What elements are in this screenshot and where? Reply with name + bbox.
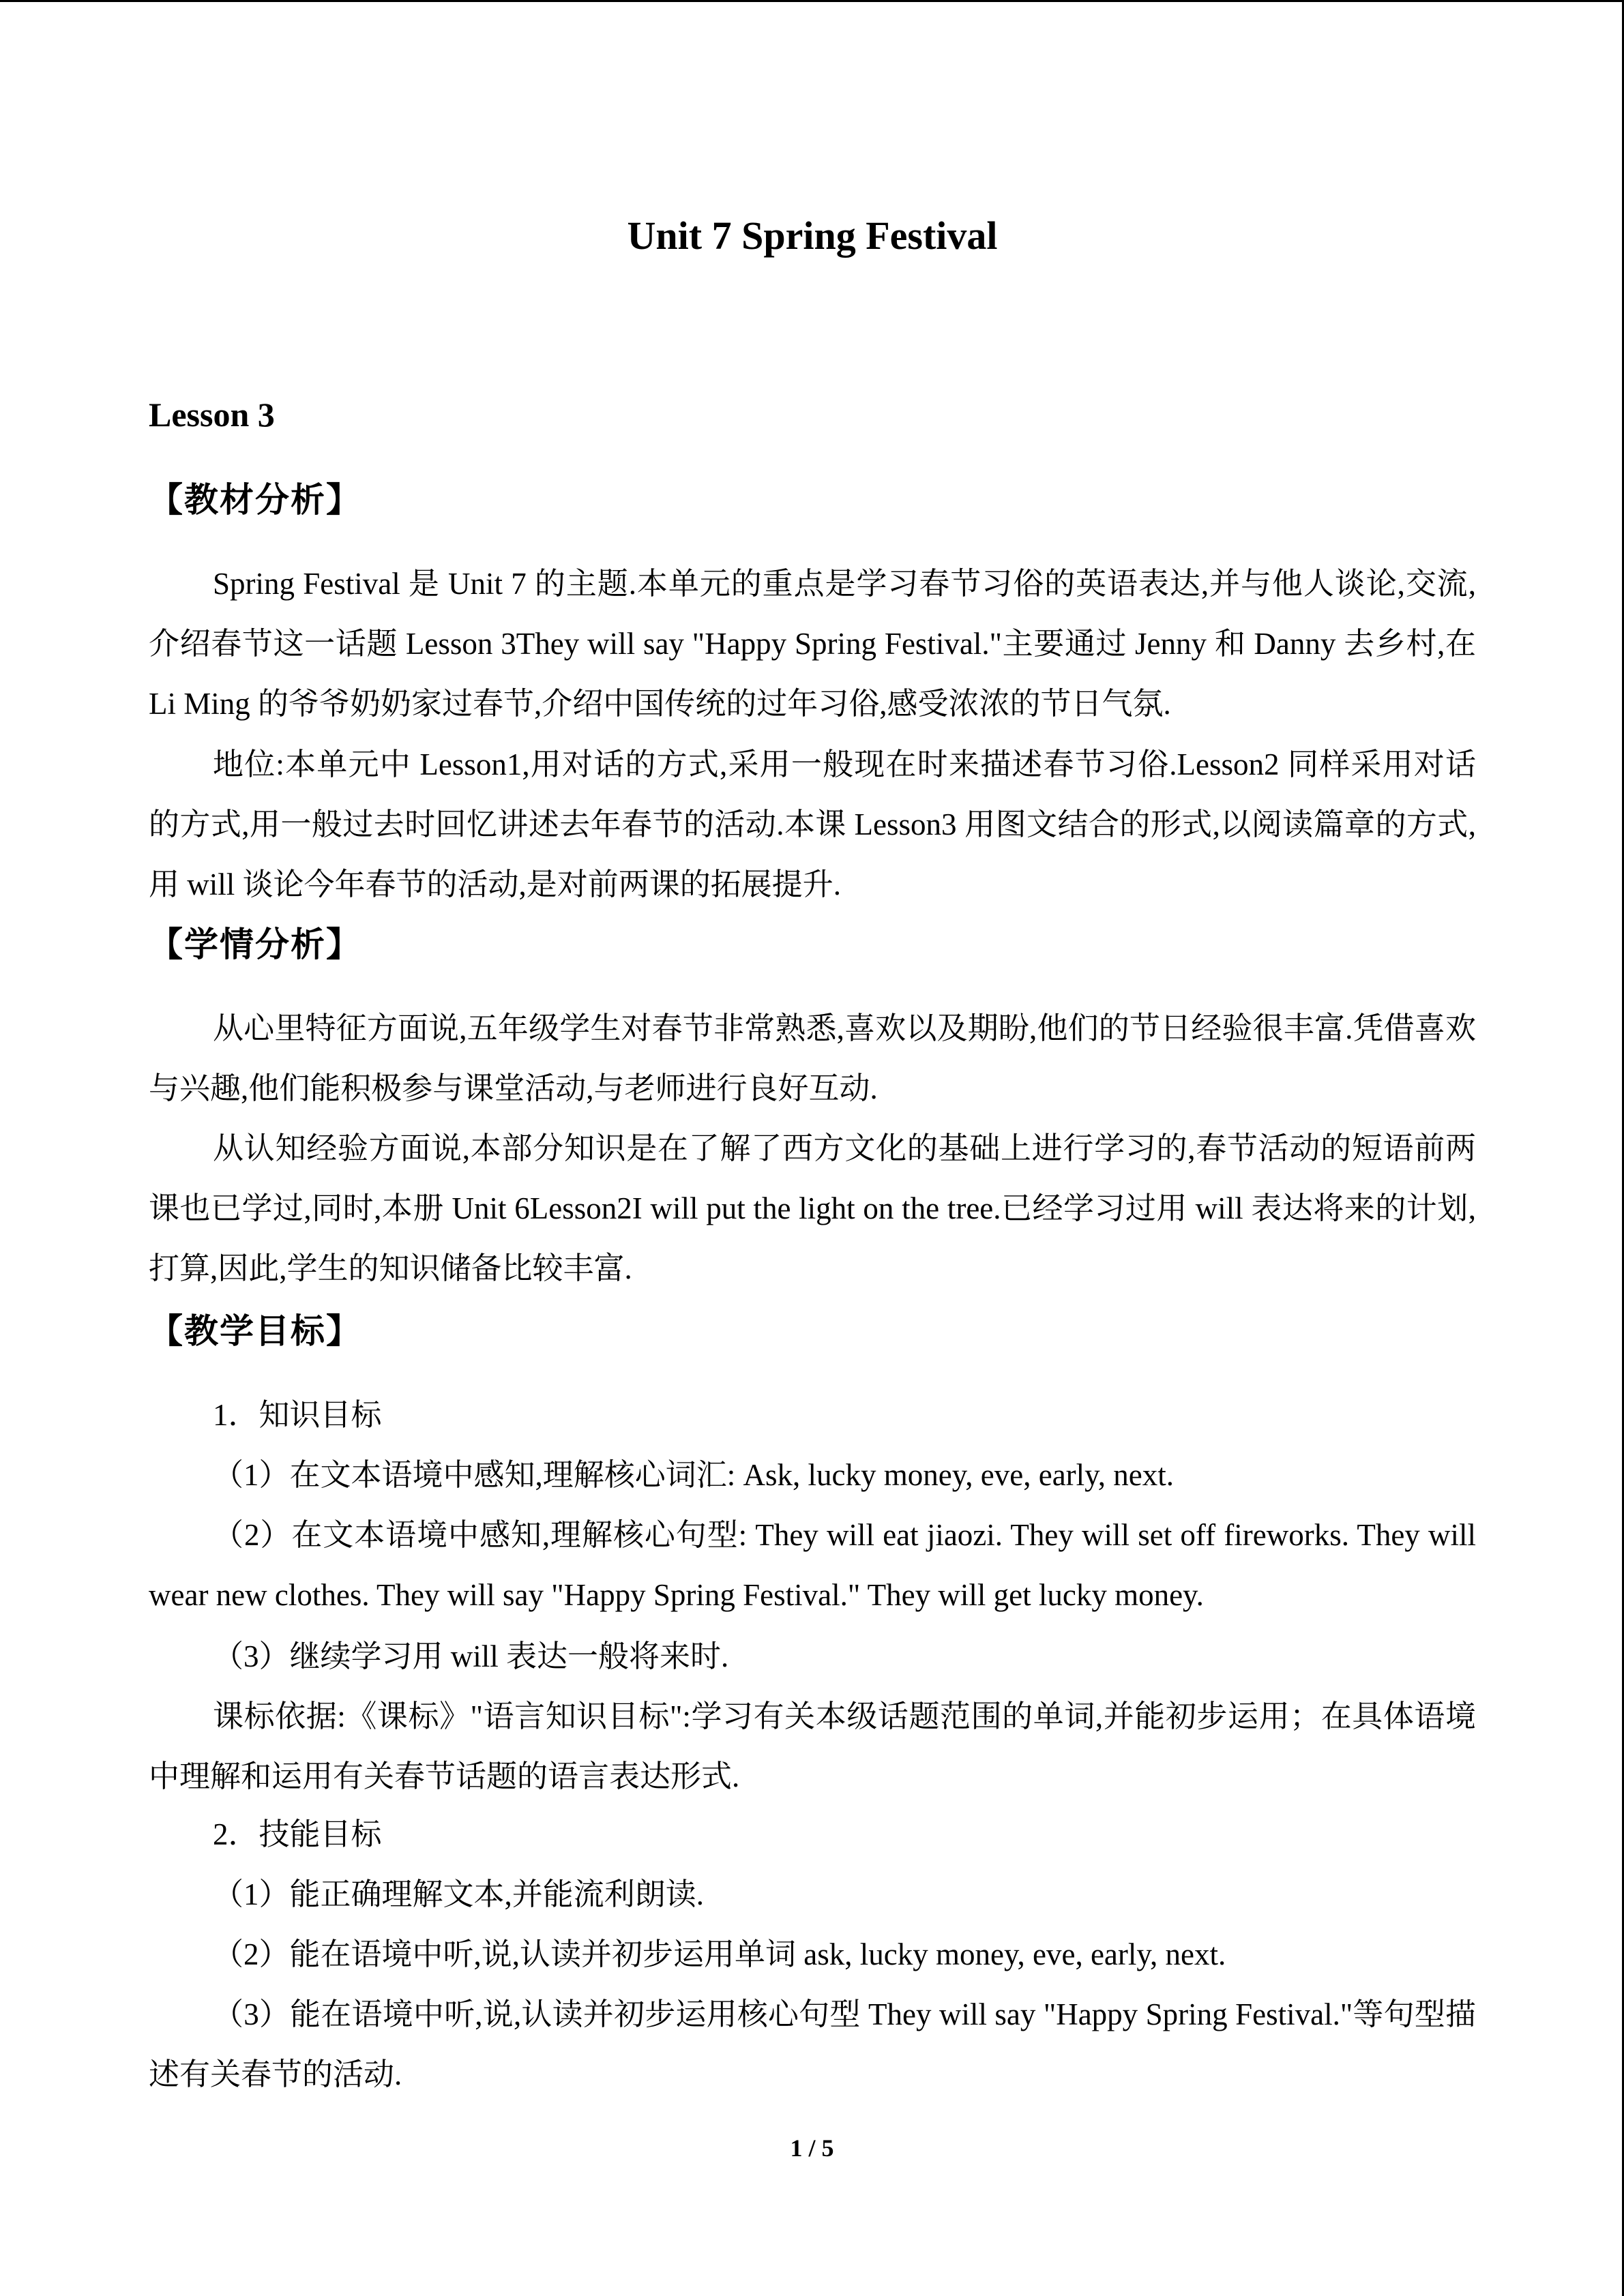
curriculum-basis: 课标依据:《课标》"语言知识目标":学习有关本级话题范围的单词,并能初步运用；在具体语境中理解和运用有关春节话题的语言表达形式. <box>149 1699 1476 1793</box>
paragraph-student-cognition: 从认知经验方面说,本部分知识是在了解了西方文化的基础上进行学习的,春节活动的短语前两课也已学过,同时,本册 Unit 6Lesson2I will put the light on the tree.已经学习过用 will 表达将来的计划,打算,因此,学生的知识储备比较丰富. <box>149 1131 1476 1285</box>
paragraph-textbook-intro: Spring Festival 是 Unit 7 的主题.本单元的重点是学习春节习俗的英语表达,并与他人谈论,交流,介绍春节这一话题 Lesson 3They will say "Happy Spring Festival."主要通过 Jenny 和 Danny 去乡村,在 Li Ming 的爷爷奶奶家过春节,介绍中国传统的过年习俗,感受浓浓的节日气氛. <box>149 567 1476 721</box>
section-heading-student-analysis: 【学情分析】 <box>149 925 361 964</box>
skill-item-2: （2）能在语境中听,说,认读并初步运用单词 ask, lucky money, eve, early, next. <box>213 1937 1226 1971</box>
paragraph-textbook-position: 地位:本单元中 Lesson1,用对话的方式,采用一般现在时来描述春节习俗.Lesson2 同样采用对话的方式,用一般过去时回忆讲述去年春节的活动.本课 Lesson3 用图文结合的形式,以阅读篇章的方式,用 will 谈论今年春节的活动,是对前两课的拓展提升. <box>149 747 1476 901</box>
knowledge-item-2: （2）在文本语境中感知,理解核心句型: They will eat jiaozi. They will set off fireworks. They will wear new clothes. They will say "Happy Spring Festival." They will get lucky money. <box>149 1518 1476 1612</box>
skill-goal-title: 2．技能目标 <box>213 1817 382 1851</box>
page-number: 1 / 5 <box>790 2134 834 2162</box>
skill-item-1: （1）能正确理解文本,并能流利朗读. <box>213 1877 705 1911</box>
knowledge-item-1: （1）在文本语境中感知,理解核心词汇: Ask, lucky money, eve, early, next. <box>213 1458 1174 1492</box>
section-heading-textbook-analysis: 【教材分析】 <box>149 480 361 520</box>
knowledge-item-3: （3）继续学习用 will 表达一般将来时. <box>213 1639 729 1673</box>
section-heading-teaching-goals: 【教学目标】 <box>149 1311 361 1351</box>
document-title: Unit 7 Spring Festival <box>627 213 998 258</box>
skill-item-3: （3）能在语境中听,说,认读并初步运用核心句型 They will say "Happy Spring Festival."等句型描述有关春节的活动. <box>149 1997 1476 2091</box>
knowledge-goal-title: 1．知识目标 <box>213 1398 382 1432</box>
lesson-heading: Lesson 3 <box>149 396 275 434</box>
paragraph-student-psychology: 从心里特征方面说,五年级学生对春节非常熟悉,喜欢以及期盼,他们的节日经验很丰富.凭借喜欢与兴趣,他们能积极参与课堂活动,与老师进行良好互动. <box>149 1011 1476 1105</box>
